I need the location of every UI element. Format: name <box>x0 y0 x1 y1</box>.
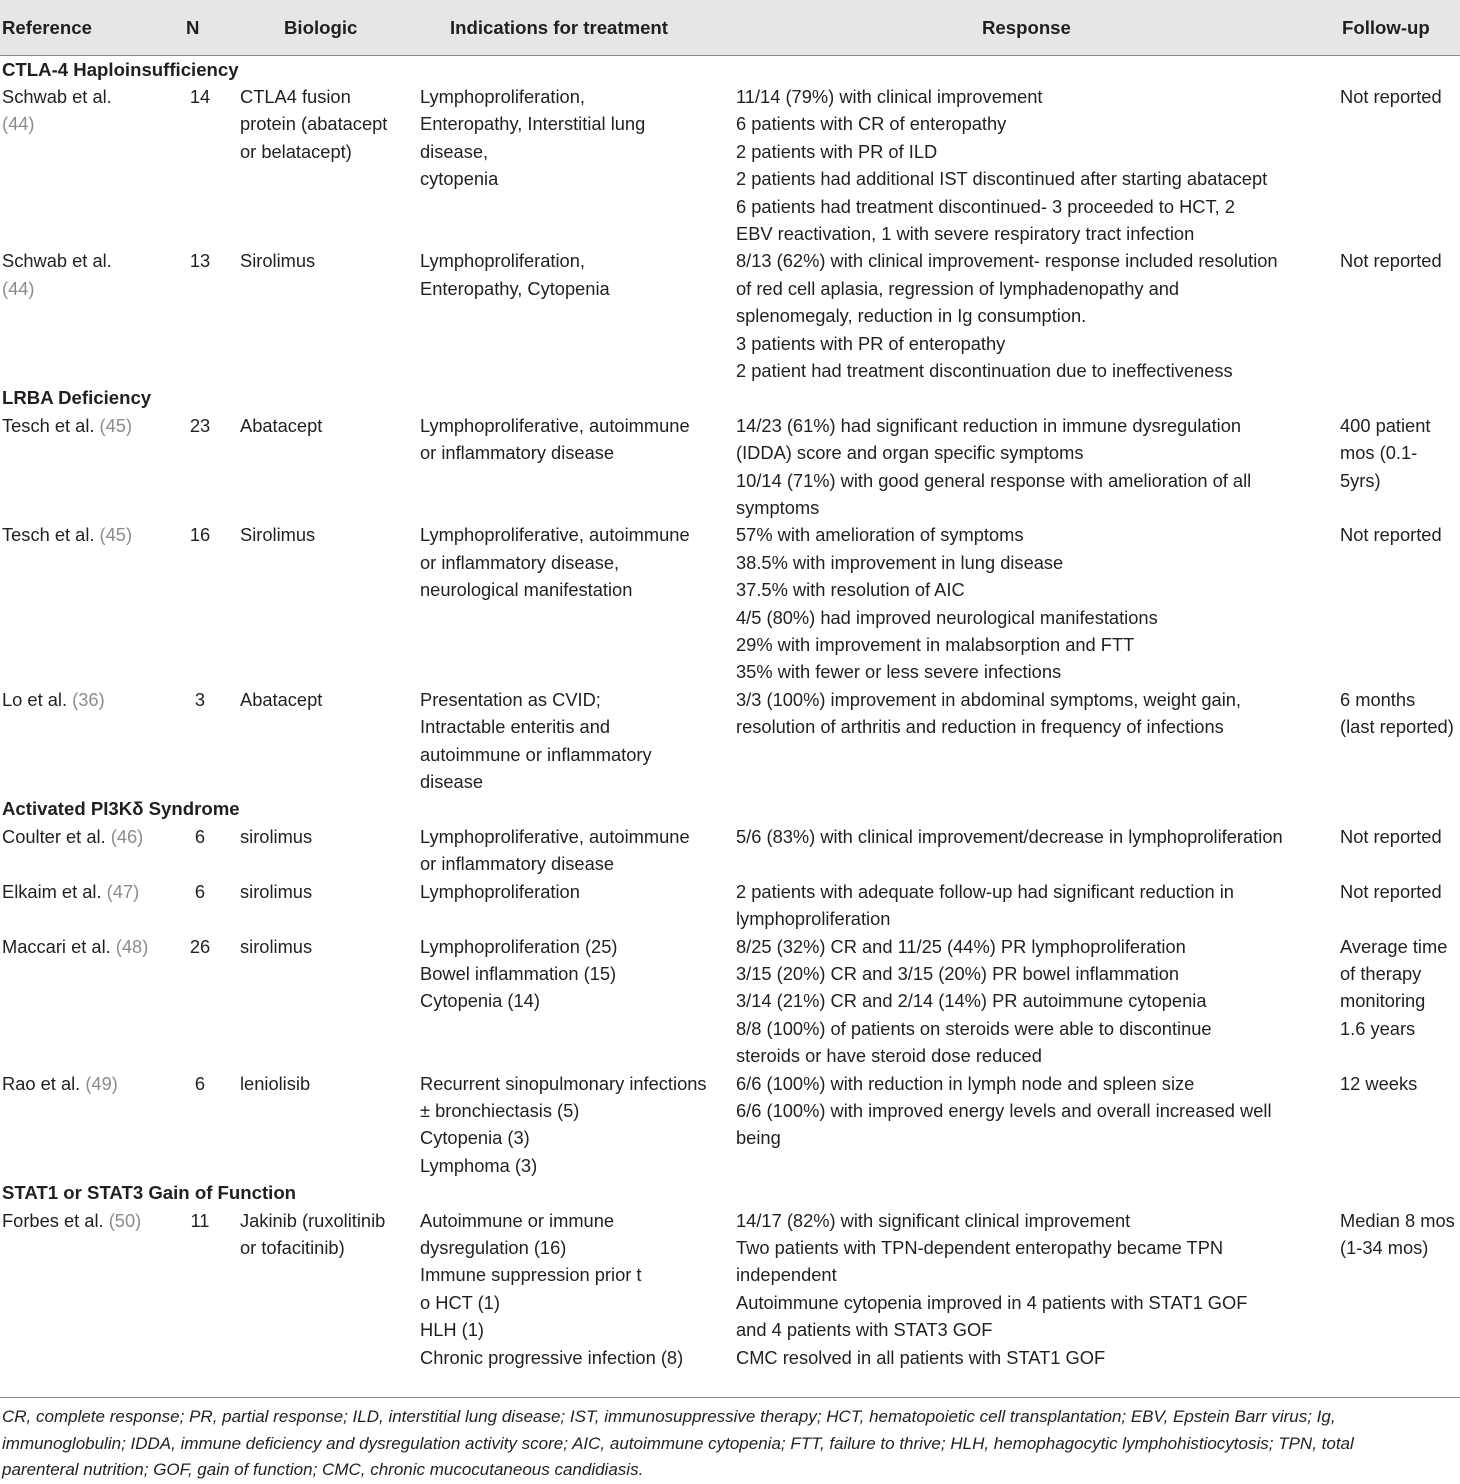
cell-n: 6 <box>194 880 206 902</box>
cell-biologic-line: or belatacept) <box>240 140 352 162</box>
cell-followup-line: monitoring <box>1340 990 1426 1012</box>
cell-biologic-line: sirolimus <box>240 880 313 902</box>
cell-indications-line: or inflammatory disease <box>420 442 615 464</box>
cell-response-line: 4/5 (80%) had improved neurological manifestations <box>736 606 1158 628</box>
cell-response-line: Autoimmune cytopenia improved in 4 patients with STAT1 GOF <box>736 1291 1248 1313</box>
section-row <box>0 1179 1460 1206</box>
cell-response-line: independent <box>736 1264 837 1286</box>
footnote-line: immunoglobulin; IDDA, immune deficiency and dysregulation activity score; AIC, autoimmune cytopenia; FTT, failure to thrive; HLH, hemophagocytic lymphohistiocytosis; TPN, total <box>2 1433 1354 1453</box>
table-row <box>0 412 1460 522</box>
cell-indications-line: Enteropathy, Cytopenia <box>420 277 610 299</box>
cell-indications <box>420 1070 736 1180</box>
cell-response <box>736 933 1338 1070</box>
cell-response-line: 14/23 (61%) had significant reduction in immune dysregulation <box>736 414 1242 436</box>
cell-followup-line: mos (0.1- <box>1340 442 1418 464</box>
section-row <box>0 55 1460 83</box>
reference-author: Tesch et al. <box>2 524 100 546</box>
cell-indications-line: Recurrent sinopulmonary infections <box>420 1072 707 1094</box>
cell-indications-line: dysregulation (16) <box>420 1236 567 1258</box>
cell-indications <box>420 521 736 685</box>
citation-link[interactable]: (47) <box>106 880 140 902</box>
reference-author: Schwab et al. <box>2 85 112 107</box>
cell-followup-line: 1.6 years <box>1340 1017 1416 1039</box>
cell-response-line: 2 patient had treatment discontinuation due to ineffectiveness <box>736 359 1233 381</box>
cell-reference <box>0 247 178 384</box>
cell-indications <box>420 83 736 247</box>
cell-followup-line: Average time <box>1340 935 1448 957</box>
cell-indications <box>420 412 736 522</box>
cell-indications <box>420 878 736 933</box>
cell-response <box>736 823 1338 878</box>
cell-indications-line: HLH (1) <box>420 1319 484 1341</box>
cell-indications <box>420 247 736 384</box>
cell-followup-line: Not reported <box>1340 880 1442 902</box>
cell-reference <box>0 878 178 933</box>
cell-response-line: resolution of arthritis and reduction in frequency of infections <box>736 716 1224 738</box>
cell-indications-line: Autoimmune or immune <box>420 1209 615 1231</box>
cell-indications-line: Lymphoproliferative, autoimmune <box>420 524 690 546</box>
cell-response <box>736 521 1338 685</box>
cell-indications-line: cytopenia <box>420 168 499 190</box>
cell-response-line: lymphoproliferation <box>736 908 891 930</box>
cell-followup <box>1338 1207 1460 1371</box>
cell-n: 13 <box>189 250 211 272</box>
reference-author: Forbes et al. <box>2 1209 109 1231</box>
cell-followup-line: Not reported <box>1340 524 1442 546</box>
cell-response-line: 8/13 (62%) with clinical improvement- response included resolution <box>736 250 1278 272</box>
cell-biologic-line: CTLA4 fusion <box>240 85 351 107</box>
cell-indications-line: autoimmune or inflammatory <box>420 743 652 765</box>
cell-biologic-line: Sirolimus <box>240 250 316 272</box>
cell-indications-line: or inflammatory disease, <box>420 551 620 573</box>
reference-author: Lo et al. <box>2 688 73 710</box>
cell-indications-line: disease <box>420 771 484 793</box>
citation-link[interactable]: (46) <box>110 825 144 847</box>
cell-indications-line: Lymphoproliferation, <box>420 250 585 272</box>
cell-response-line: CMC resolved in all patients with STAT1 GOF <box>736 1346 1106 1368</box>
cell-response-line: of red cell aplasia, regression of lymphadenopathy and <box>736 277 1180 299</box>
citation-link[interactable]: (50) <box>108 1209 142 1231</box>
cell-n: 16 <box>189 524 211 546</box>
cell-biologic <box>222 412 420 522</box>
cell-reference <box>0 1070 178 1180</box>
footnote-line: CR, complete response; PR, partial response; ILD, interstitial lung disease; IST, immunosuppressive therapy; HCT, hematopoietic cell transplantation; EBV, Epstein Barr virus; Ig, <box>2 1407 1336 1426</box>
footnote-line: parenteral nutrition; GOF, gain of function; CMC, chronic mucocutaneous candidiasis. <box>2 1460 644 1479</box>
cell-biologic <box>222 686 420 796</box>
cell-biologic-line: sirolimus <box>240 935 313 957</box>
cell-response-line: 8/8 (100%) of patients on steroids were able to discontinue <box>736 1017 1212 1039</box>
cell-response-line: 29% with improvement in malabsorption and FTT <box>736 634 1135 656</box>
table-row <box>0 686 1460 796</box>
cell-response-line: splenomegaly, reduction in Ig consumption. <box>736 305 1087 327</box>
cell-indications-line: Cytopenia (14) <box>420 990 540 1012</box>
cell-response <box>736 1070 1338 1180</box>
cell-response-line: 2 patients had additional IST discontinued after starting abatacept <box>736 168 1268 190</box>
table-row <box>0 933 1460 1070</box>
citation-link[interactable]: (49) <box>85 1072 118 1094</box>
reference-author: Tesch et al. <box>2 414 100 436</box>
cell-indications-line: Chronic progressive infection (8) <box>420 1346 684 1368</box>
cell-followup-line: Not reported <box>1340 85 1442 107</box>
cell-indications-line: Lymphoproliferative, autoimmune <box>420 414 690 436</box>
reference-author: Rao et al. <box>2 1072 86 1094</box>
cell-reference <box>0 1207 178 1371</box>
section-title: LRBA Deficiency <box>2 387 152 409</box>
cell-followup-line: 400 patient <box>1340 414 1431 436</box>
cell-response-line: 35% with fewer or less severe infections <box>736 661 1062 683</box>
cell-response-line: 3/14 (21%) CR and 2/14 (14%) PR autoimmune cytopenia <box>736 990 1207 1012</box>
cell-followup <box>1338 83 1460 247</box>
cell-response-line: 6/6 (100%) with reduction in lymph node and spleen size <box>736 1072 1195 1094</box>
cell-response-line: 3/15 (20%) CR and 3/15 (20%) PR bowel inflammation <box>736 962 1180 984</box>
cell-response <box>736 1207 1338 1371</box>
table-row <box>0 1207 1460 1371</box>
cell-response-line: 37.5% with resolution of AIC <box>736 579 965 601</box>
header-reference: Reference <box>0 0 178 55</box>
cell-followup <box>1338 933 1460 1070</box>
cell-reference <box>0 412 178 522</box>
cell-n: 14 <box>189 85 211 107</box>
table-row <box>0 521 1460 685</box>
cell-followup <box>1338 1070 1460 1180</box>
cell-biologic <box>222 1070 420 1180</box>
cell-response-line: 3/3 (100%) improvement in abdominal symptoms, weight gain, <box>736 688 1242 710</box>
cell-indications <box>420 1207 736 1371</box>
section-title: Activated PI3Kδ Syndrome <box>2 798 240 820</box>
cell-indications-line: neurological manifestation <box>420 579 633 601</box>
cell-followup-line: (1-34 mos) <box>1340 1236 1429 1258</box>
cell-biologic-line: Abatacept <box>240 414 323 436</box>
section-row <box>0 384 1460 411</box>
cell-biologic <box>222 83 420 247</box>
reference-author: Maccari et al. <box>2 935 116 957</box>
cell-response-line: (IDDA) score and organ specific symptoms <box>736 442 1084 464</box>
cell-reference <box>0 83 178 247</box>
cell-response-line: 6 patients with CR of enteropathy <box>736 113 1007 135</box>
cell-indications-line: Enteropathy, Interstitial lung <box>420 113 646 135</box>
cell-indications-line: Presentation as CVID; <box>420 688 601 710</box>
cell-response <box>736 686 1338 796</box>
cell-biologic <box>222 247 420 384</box>
cell-response-line: 3 patients with PR of enteropathy <box>736 332 1006 354</box>
cell-response-line: being <box>736 1127 781 1149</box>
cell-biologic-line: Jakinib (ruxolitinib <box>240 1209 386 1231</box>
table-row <box>0 247 1460 384</box>
cell-reference <box>0 686 178 796</box>
header-response: Response <box>736 0 1338 55</box>
table-row <box>0 878 1460 933</box>
cell-n: 6 <box>194 825 206 847</box>
section-title: STAT1 or STAT3 Gain of Function <box>2 1182 297 1204</box>
cell-reference <box>0 933 178 1070</box>
cell-n: 11 <box>190 1209 210 1231</box>
citation-link[interactable]: (44) <box>2 113 35 135</box>
cell-response-line: 11/14 (79%) with clinical improvement <box>736 85 1043 107</box>
table-header-row <box>0 0 1460 55</box>
header-biologic: Biologic <box>222 0 420 55</box>
cell-response <box>736 247 1338 384</box>
cell-response-line: 6 patients had treatment discontinued- 3 proceeded to HCT, 2 <box>736 195 1235 217</box>
cell-followup <box>1338 823 1460 878</box>
cell-biologic-line: or tofacitinib) <box>240 1236 345 1258</box>
cell-response-line: 5/6 (83%) with clinical improvement/decrease in lymphoproliferation <box>736 825 1283 847</box>
cell-response-line: and 4 patients with STAT3 GOF <box>736 1319 993 1341</box>
cell-biologic <box>222 1207 420 1371</box>
cell-n: 23 <box>189 414 211 436</box>
cell-response-line: 38.5% with improvement in lung disease <box>736 551 1064 573</box>
cell-followup <box>1338 247 1460 384</box>
cell-biologic <box>222 878 420 933</box>
cell-biologic <box>222 933 420 1070</box>
cell-biologic-line: leniolisib <box>240 1072 311 1094</box>
cell-followup <box>1338 878 1460 933</box>
citation-link[interactable]: (45) <box>99 524 133 546</box>
cell-response-line: steroids or have steroid dose reduced <box>736 1045 1042 1067</box>
cell-followup-line: 6 months <box>1340 688 1416 710</box>
cell-biologic-line: Abatacept <box>240 688 323 710</box>
cell-indications-line: Lymphoproliferation <box>420 880 580 902</box>
cell-followup <box>1338 412 1460 522</box>
cell-indications <box>420 823 736 878</box>
cell-indications <box>420 686 736 796</box>
header-n: N <box>178 0 222 55</box>
cell-indications-line: Lymphoma (3) <box>420 1154 538 1176</box>
cell-n: 26 <box>189 935 211 957</box>
cell-response-line: 14/17 (82%) with significant clinical improvement <box>736 1209 1131 1231</box>
cell-indications-line: Lymphoproliferation (25) <box>420 935 618 957</box>
cell-followup-line: 12 weeks <box>1340 1072 1418 1094</box>
section-row <box>0 795 1460 822</box>
cell-response-line: 10/14 (71%) with good general response with amelioration of all <box>736 469 1252 491</box>
cell-biologic <box>222 521 420 685</box>
table-row <box>0 83 1460 247</box>
cell-indications-line: Cytopenia (3) <box>420 1127 530 1149</box>
cell-followup-line: Not reported <box>1340 825 1442 847</box>
cell-followup <box>1338 521 1460 685</box>
cell-followup-line: of therapy <box>1340 962 1422 984</box>
cell-biologic-line: sirolimus <box>240 825 313 847</box>
reference-author: Schwab et al. <box>2 250 112 272</box>
cell-indications <box>420 933 736 1070</box>
citation-link[interactable]: (45) <box>99 414 133 436</box>
cell-response-line: 6/6 (100%) with improved energy levels and overall increased well <box>736 1099 1272 1121</box>
table-footnote <box>0 1397 1460 1484</box>
table-row <box>0 823 1460 878</box>
cell-followup-line: 5yrs) <box>1340 469 1381 491</box>
cell-response-line: 2 patients with adequate follow-up had significant reduction in <box>736 880 1234 902</box>
cell-followup <box>1338 686 1460 796</box>
cell-n: 6 <box>194 1072 206 1094</box>
cell-indications-line: Bowel inflammation (15) <box>420 962 617 984</box>
citation-link[interactable]: (48) <box>115 935 149 957</box>
cell-response-line: 57% with amelioration of symptoms <box>736 524 1024 546</box>
cell-response-line: 8/25 (32%) CR and 11/25 (44%) PR lymphoproliferation <box>736 935 1186 957</box>
cell-response-line: 2 patients with PR of ILD <box>736 140 938 162</box>
table-row <box>0 1070 1460 1180</box>
reference-author: Elkaim et al. <box>2 880 107 902</box>
section-title: CTLA-4 Haploinsufficiency <box>2 58 239 80</box>
citation-link[interactable]: (44) <box>2 277 35 299</box>
table-body <box>0 55 1460 1371</box>
cell-biologic-line: protein (abatacept <box>240 113 388 135</box>
cell-reference <box>0 521 178 685</box>
cell-followup-line: Median 8 mos <box>1340 1209 1455 1231</box>
cell-response-line: symptoms <box>736 497 820 518</box>
cell-indications-line: Immune suppression prior t <box>420 1264 642 1286</box>
cell-response <box>736 412 1338 522</box>
cell-response <box>736 83 1338 247</box>
cell-followup-line: (last reported) <box>1340 716 1454 738</box>
cell-indications-line: Lymphoproliferative, autoimmune <box>420 825 690 847</box>
cell-indications-line: or inflammatory disease <box>420 853 615 875</box>
cell-response-line: Two patients with TPN-dependent enteropathy became TPN <box>736 1236 1224 1258</box>
cell-indications-line: Lymphoproliferation, <box>420 85 585 107</box>
header-indications: Indications for treatment <box>420 0 736 55</box>
cell-indications-line: o HCT (1) <box>420 1291 500 1313</box>
cell-indications-line: Intractable enteritis and <box>420 716 611 738</box>
cell-followup-line: Not reported <box>1340 250 1442 272</box>
cell-n: 3 <box>194 688 206 710</box>
cell-response <box>736 878 1338 933</box>
cell-biologic-line: Sirolimus <box>240 524 316 546</box>
cell-response-line: EBV reactivation, 1 with severe respiratory tract infection <box>736 222 1195 244</box>
cell-biologic <box>222 823 420 878</box>
cell-indications-line: disease, <box>420 140 489 162</box>
cell-reference <box>0 823 178 878</box>
header-followup: Follow-up <box>1338 0 1460 55</box>
cell-indications-line: ± bronchiectasis (5) <box>420 1099 580 1121</box>
reference-author: Coulter et al. <box>2 825 111 847</box>
citation-link[interactable]: (36) <box>72 688 105 710</box>
